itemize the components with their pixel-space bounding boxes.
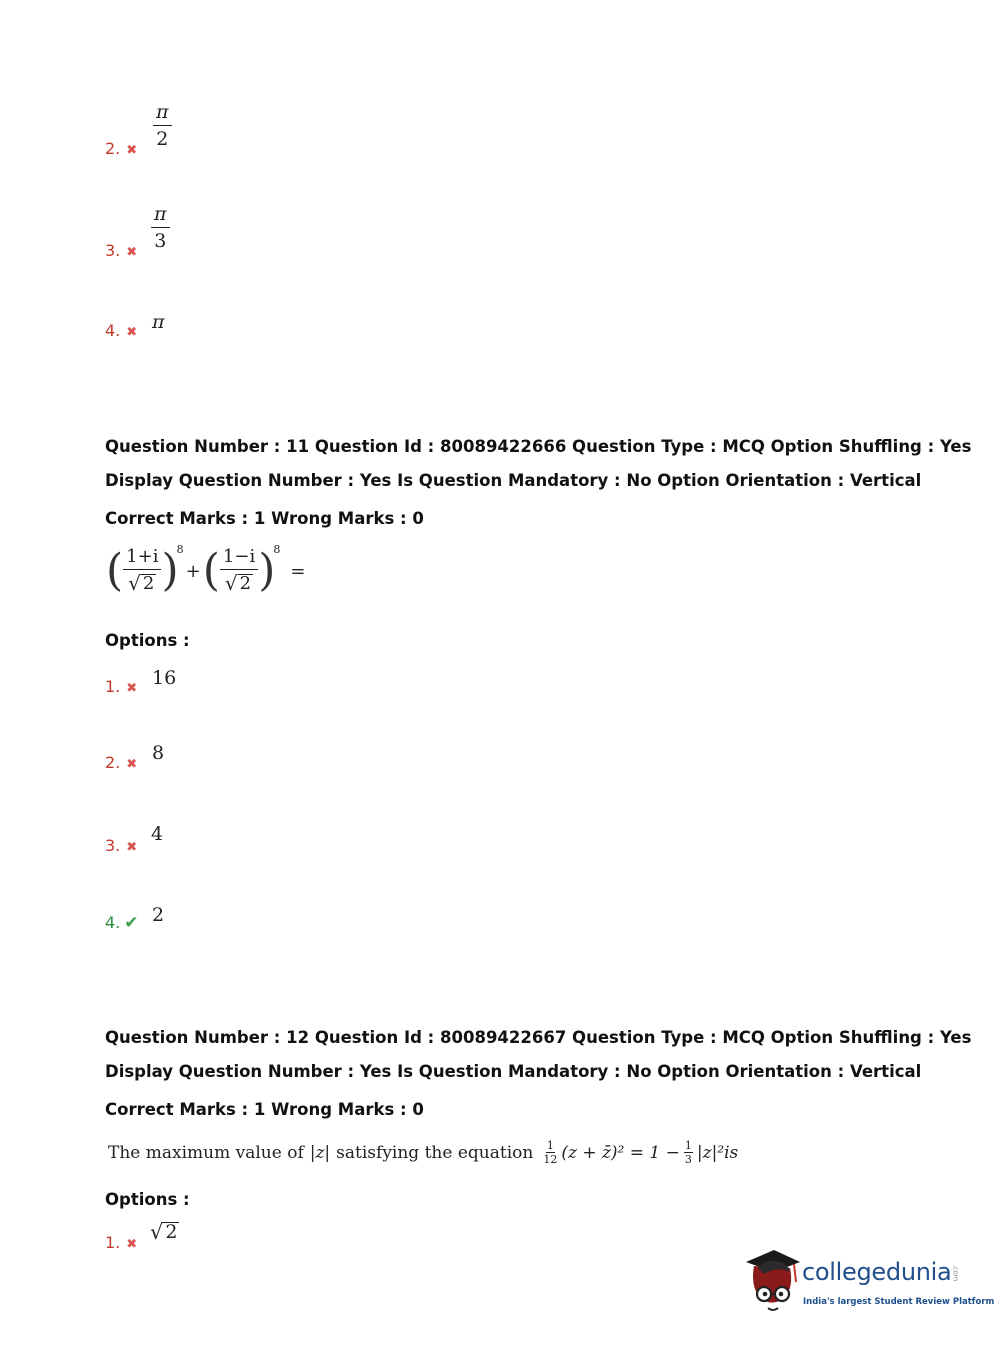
term2-denominator: 2 [239, 573, 252, 594]
option-number: 1. [105, 677, 121, 696]
option-value [153, 103, 172, 149]
q11-meta-line-1: Question Number : 11 Question Id : 80089422666 Question Type : MCQ Option Shuffling : Yes [105, 437, 972, 456]
frac2-numerator: 1 [684, 1139, 692, 1152]
q11-options-label: Options : [105, 631, 190, 650]
question-text-a: The maximum value of [108, 1142, 304, 1163]
question-text-b: satisfying the equation [336, 1142, 534, 1163]
term1-denominator: 2 [142, 573, 155, 594]
option-number: 3. [105, 836, 121, 855]
frac1-numerator: 1 [546, 1139, 554, 1152]
option-number: 2. [105, 139, 121, 158]
fraction-denominator: 2 [156, 128, 169, 150]
q12-options-label: Options : [105, 1190, 190, 1209]
option-value: π [152, 311, 165, 333]
term1-exponent: 8 [176, 542, 184, 556]
option-number: 1. [105, 1233, 121, 1252]
q12-question [108, 1140, 738, 1165]
term1-numerator: 1+i [123, 548, 161, 570]
fraction-denominator: 3 [154, 230, 167, 252]
fraction-numerator: π [153, 103, 172, 126]
frac1-denominator: 12 [543, 1153, 558, 1166]
option-value: 16 [152, 667, 177, 689]
option-value: √ 2 [150, 1220, 178, 1244]
option-number: 3. [105, 241, 121, 260]
logo-tagline: India's largest Student Review Platform [803, 1297, 995, 1307]
cross-icon: ✖ [126, 757, 138, 772]
option-number: 4. [105, 321, 121, 340]
cross-icon: ✖ [126, 1237, 138, 1252]
abs-z: |z| [309, 1142, 331, 1163]
q12-meta-line-2: Display Question Number : Yes Is Question Mandatory : No Option Orientation : Vertical [105, 1062, 922, 1081]
fraction-numerator: π [151, 205, 170, 228]
cross-icon: ✖ [126, 681, 138, 696]
frac2-denominator: 3 [684, 1153, 692, 1166]
term2-numerator: 1−i [220, 548, 258, 570]
option-value: 2 [152, 904, 165, 926]
q12-meta-line-1: Question Number : 12 Question Id : 80089422667 Question Type : MCQ Option Shuffling : Yes [105, 1028, 972, 1047]
term2-exponent: 8 [273, 542, 281, 556]
option-value: 4 [151, 823, 164, 845]
option-value [151, 205, 170, 251]
equals-sign: = [290, 560, 306, 582]
expression-1: (z + z̄)² = 1 − [561, 1142, 680, 1163]
checkmark-icon: ✔ [124, 913, 139, 933]
sqrt-radicand: 2 [165, 1221, 178, 1243]
q11-question: ( 1+i √ 2 ) 8 + ( 1−i √ 2 ) 8 = [106, 542, 306, 596]
cross-icon: ✖ [126, 245, 138, 260]
logo-suffix: .com [951, 1265, 960, 1281]
q12-meta-line-3: Correct Marks : 1 Wrong Marks : 0 [105, 1100, 424, 1119]
option-number: 2. [105, 753, 121, 772]
expression-2: |z|²is [696, 1142, 739, 1163]
option-number: 4. [105, 913, 121, 932]
mascot-icon [740, 1248, 802, 1318]
cross-icon: ✖ [126, 143, 138, 158]
logo-wordmark: collegedunia [802, 1258, 952, 1286]
option-value: 8 [152, 742, 165, 764]
cross-icon: ✖ [126, 840, 138, 855]
q11-meta-line-2: Display Question Number : Yes Is Question Mandatory : No Option Orientation : Vertical [105, 471, 922, 490]
collegedunia-logo [740, 1246, 995, 1322]
plus-sign: + [185, 560, 201, 582]
q11-meta-line-3: Correct Marks : 1 Wrong Marks : 0 [105, 509, 424, 528]
cross-icon: ✖ [126, 325, 138, 340]
